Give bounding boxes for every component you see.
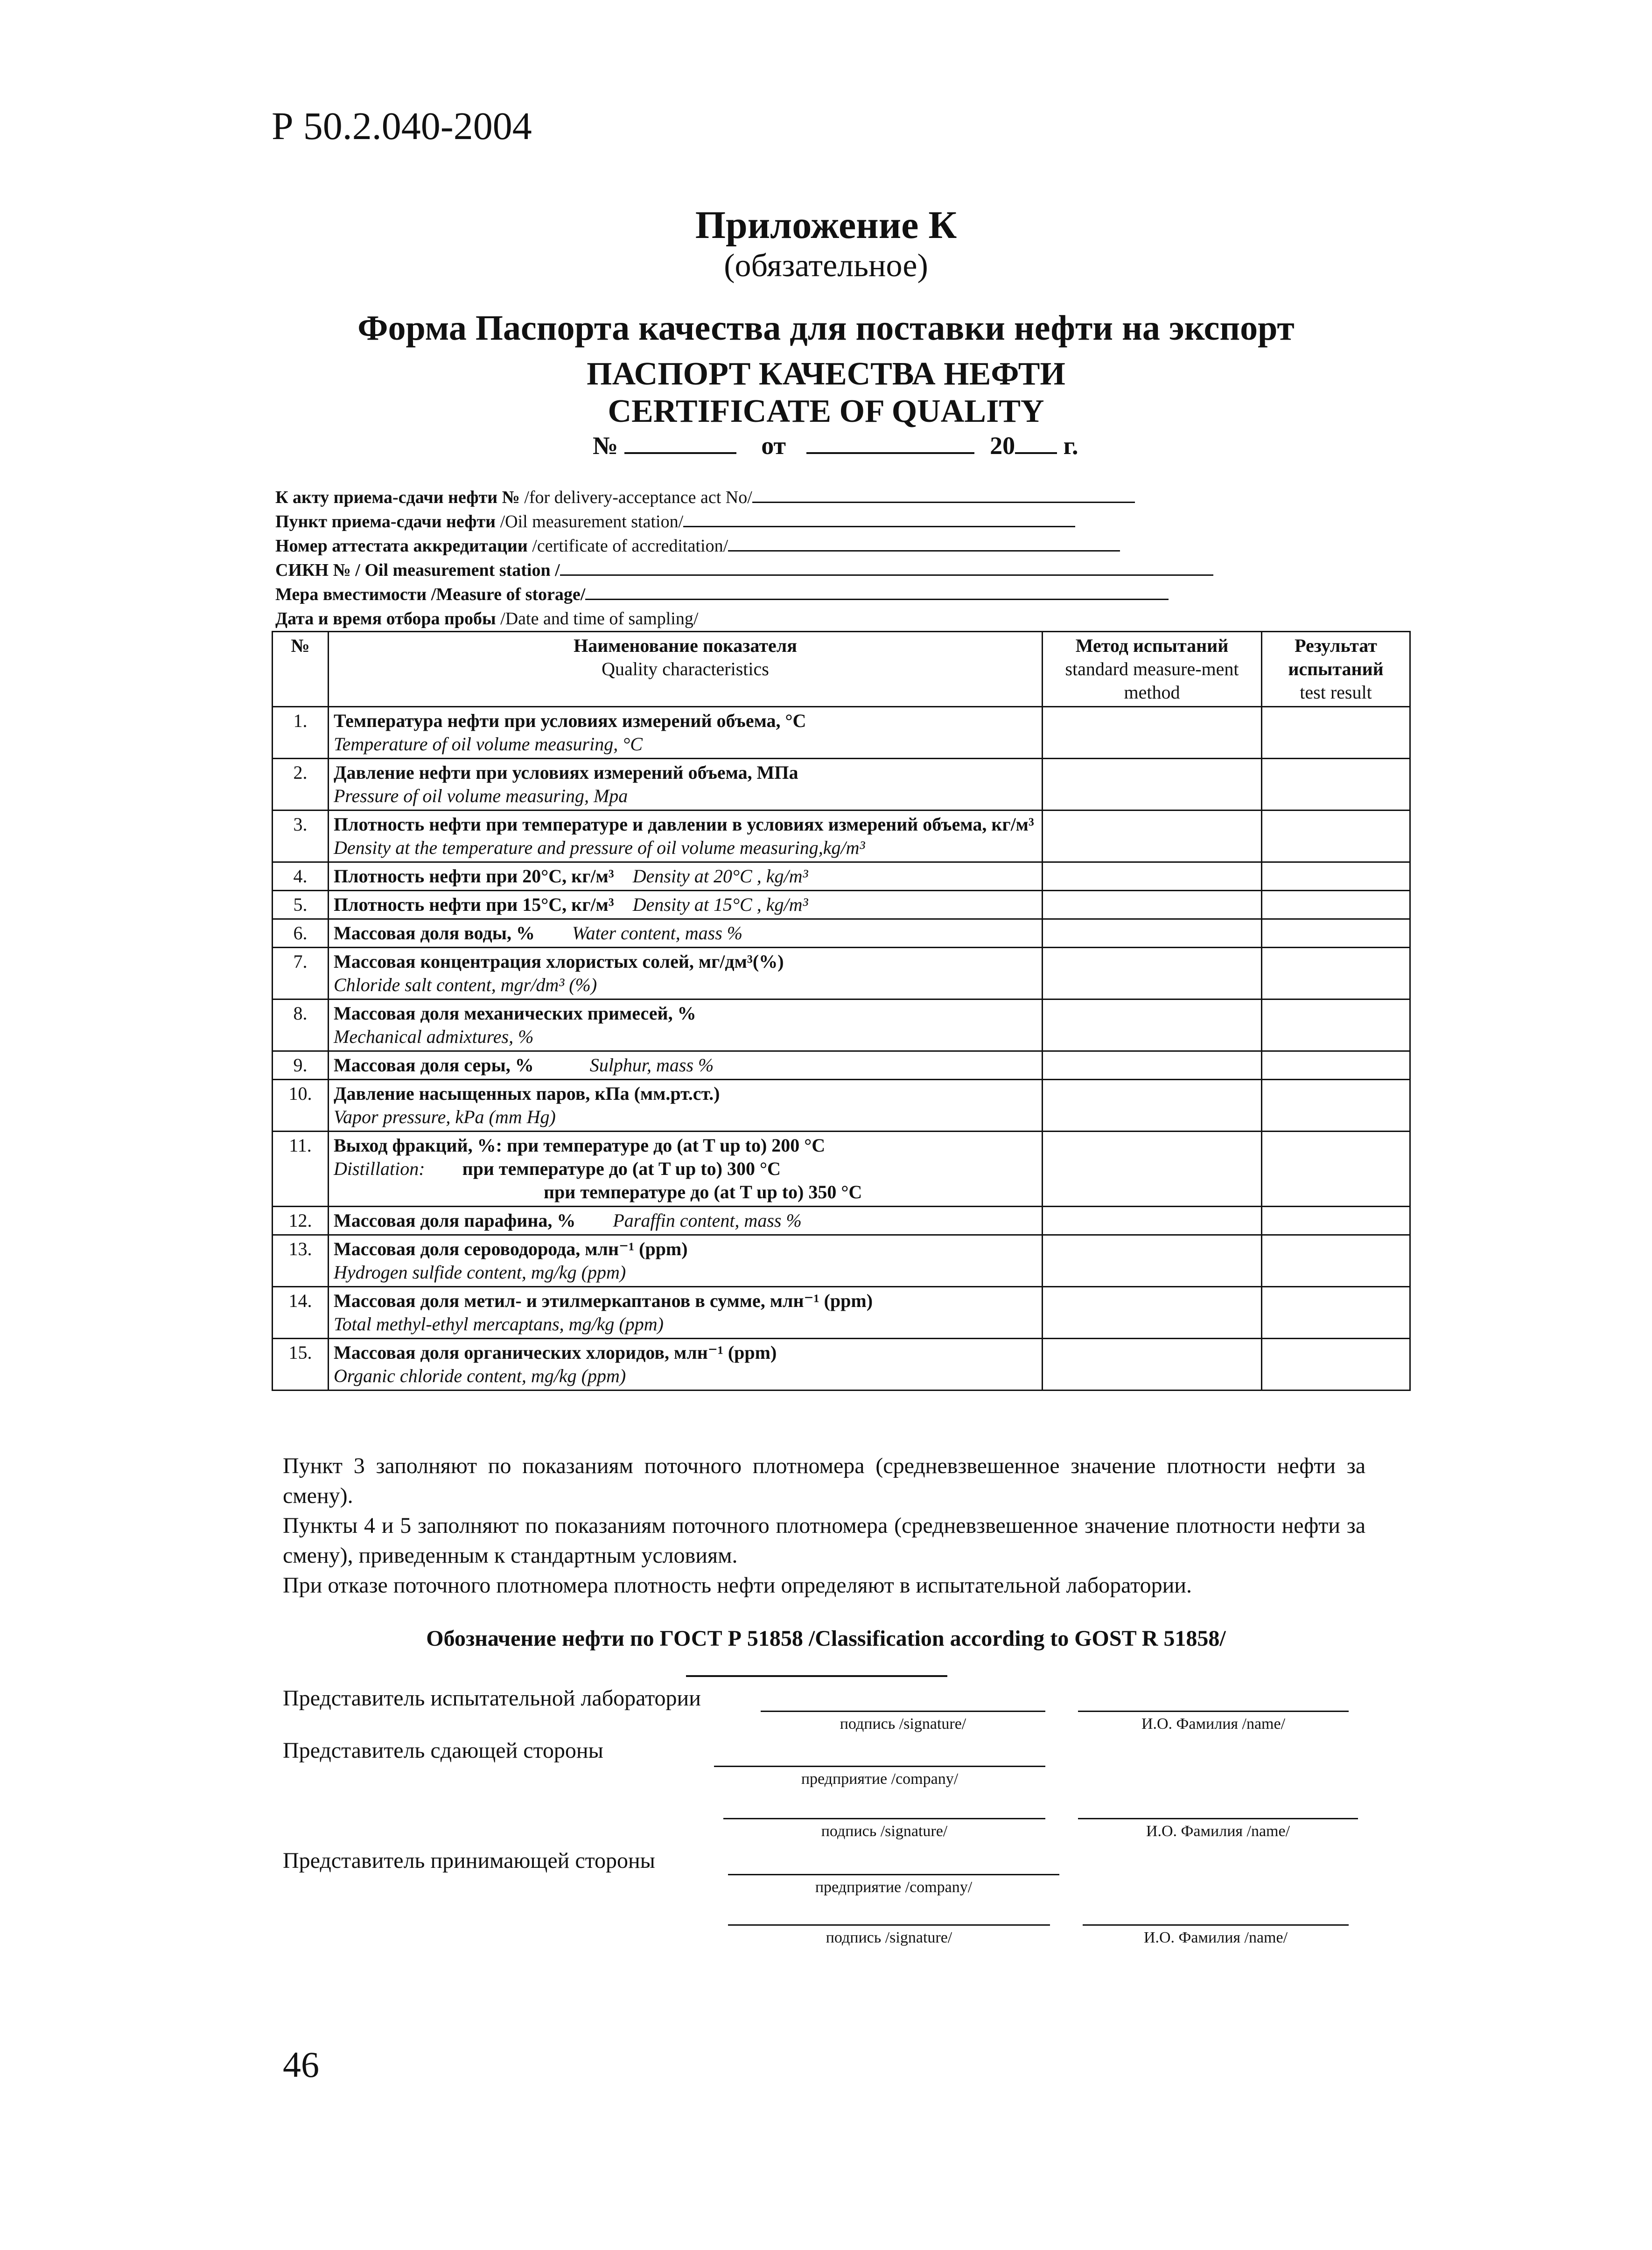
date-blank	[806, 433, 974, 454]
classification-heading: Обозначение нефти по ГОСТ Р 51858 /Classification according to GOST R 51858/	[426, 1626, 1226, 1651]
table-row: 2. Давление нефти при условиях измерений объема, МПа Pressure of oil volume measuring, Mpa	[273, 759, 1410, 811]
sender-signature-line	[723, 1818, 1045, 1819]
passport-title-en: CERTIFICATE OF QUALITY	[608, 393, 1044, 429]
date-from-label: от	[761, 432, 786, 460]
notes-block	[283, 1451, 1365, 1600]
sender-company-caption: предприятие /company/	[801, 1770, 959, 1788]
field-sampling-date: Дата и время отбора пробы /Date and time of sampling/	[275, 609, 699, 629]
sender-name-line	[1078, 1818, 1358, 1819]
sender-company-line	[714, 1766, 1045, 1767]
lab-name-line	[1078, 1711, 1349, 1712]
table-row: 1. Температура нефти при условиях измерений объема, °С Temperature of oil volume measuring, °C	[273, 707, 1410, 759]
field-act-number: К акту приема-сдачи нефти № /for delivery-acceptance act No/	[275, 485, 1213, 510]
certificate-number-line	[593, 431, 1078, 460]
lab-representative-label: Представитель испытательной лаборатории	[283, 1686, 701, 1711]
year-blank	[1015, 433, 1057, 454]
field-accreditation: Номер аттестата аккредитации /certificate of accreditation/	[275, 534, 1213, 558]
table-row: 11. Выход фракций, %: при температуре до (at T up to) 200 °С Distillation: при температуре до (at T up to) 300 °С при температуре до (at T up to) 350 °С	[273, 1132, 1410, 1207]
field-measurement-station: Пункт приема-сдачи нефти /Oil measurement station/	[275, 510, 1213, 534]
table-row: 14. Массовая доля метил- и этилмеркаптанов в сумме, млн⁻¹ (ppm) Total methyl-ethyl mercaptans, mg/kg (ppm)	[273, 1287, 1410, 1339]
year-suffix: г.	[1063, 432, 1078, 460]
lab-signature-line	[761, 1711, 1045, 1712]
receiver-signature-line	[728, 1924, 1050, 1926]
table-row: 8. Массовая доля механических примесей, % Mechanical admixtures, %	[273, 999, 1410, 1051]
document-number: Р 50.2.040-2004	[272, 105, 532, 148]
header-method: Метод испытаний standard measure-ment method	[1043, 632, 1262, 707]
header-name: Наименование показателя Quality characteristics	[329, 632, 1043, 707]
receiver-name-caption: И.О. Фамилия /name/	[1143, 1929, 1288, 1946]
receiver-company-line	[728, 1874, 1059, 1875]
table-row: 6. Массовая доля воды, % Water content, mass %	[273, 919, 1410, 948]
table-row: 3. Плотность нефти при температуре и давлении в условиях измерений объема, кг/м³ Density at the temperature and pressure of oil volume measuring,kg/m³	[273, 811, 1410, 862]
passport-title-ru: ПАСПОРТ КАЧЕСТВА НЕФТИ	[587, 356, 1065, 392]
number-blank	[624, 433, 736, 454]
sender-name-caption: И.О. Фамилия /name/	[1146, 1823, 1290, 1840]
table-row: 5. Плотность нефти при 15°С, кг/м³ Density at 15°C , kg/m³	[273, 891, 1410, 919]
receiver-name-line	[1083, 1924, 1349, 1926]
header-fields	[275, 485, 1213, 631]
field-storage-measure: Мера вместимости /Measure of storage/	[275, 582, 1213, 607]
year-prefix: 20	[990, 432, 1015, 460]
table-row: 9. Массовая доля серы, % Sulphur, mass %	[273, 1051, 1410, 1080]
field-sikn: СИКН № / Oil measurement station /	[275, 558, 1213, 582]
table-row: 12. Массовая доля парафина, % Paraffin content, mass %	[273, 1207, 1410, 1235]
note-item: Пункт 3 заполняют по показаниям поточного плотномера (средневзвешенное значение плотности нефти за смену).	[283, 1453, 1365, 1508]
header-num: №	[273, 632, 329, 707]
lab-signature-caption: подпись /signature/	[840, 1715, 966, 1733]
table-row: 10. Давление насыщенных паров, кПа (мм.рт.ст.) Vapor pressure, kPa (mm Hg)	[273, 1080, 1410, 1132]
page-number: 46	[283, 2044, 319, 2085]
quality-table	[272, 631, 1411, 1391]
header-result: Результат испытаний test result	[1262, 632, 1410, 707]
appendix-title: Приложение К	[695, 203, 957, 247]
classification-blank	[686, 1675, 947, 1677]
receiver-signature-caption: подпись /signature/	[826, 1929, 952, 1946]
receiver-representative-label: Представитель принимающей стороны	[283, 1848, 655, 1873]
table-row: 7. Массовая концентрация хлористых солей, мг/дм³(%) Chloride salt content, mgr/dm³ (%)	[273, 948, 1410, 999]
table-row: 4. Плотность нефти при 20°С, кг/м³ Density at 20°C , kg/m³	[273, 862, 1410, 891]
note-item: При отказе поточного плотномера плотность нефти определяют в испытательной лаборатории.	[283, 1573, 1192, 1598]
table-row: 15. Массовая доля органических хлоридов, млн⁻¹ (ppm) Organic chloride content, mg/kg (ppm)	[273, 1339, 1410, 1391]
sender-representative-label: Представитель сдающей стороны	[283, 1738, 603, 1763]
table-row: 13. Массовая доля сероводорода, млн⁻¹ (ppm) Hydrogen sulfide content, mg/kg (ppm)	[273, 1235, 1410, 1287]
sender-signature-caption: подпись /signature/	[821, 1823, 948, 1840]
receiver-company-caption: предприятие /company/	[815, 1879, 973, 1896]
note-item: Пункты 4 и 5 заполняют по показаниям поточного плотномера (средневзвешенное значение плотности нефти за смену), приведенным к стандартным условиям.	[283, 1513, 1365, 1568]
lab-name-caption: И.О. Фамилия /name/	[1141, 1715, 1286, 1733]
appendix-status: (обязательное)	[724, 248, 928, 284]
table-header-row	[273, 632, 1410, 707]
number-label: №	[593, 432, 618, 460]
form-title: Форма Паспорта качества для поставки нефти на экспорт	[357, 308, 1295, 348]
